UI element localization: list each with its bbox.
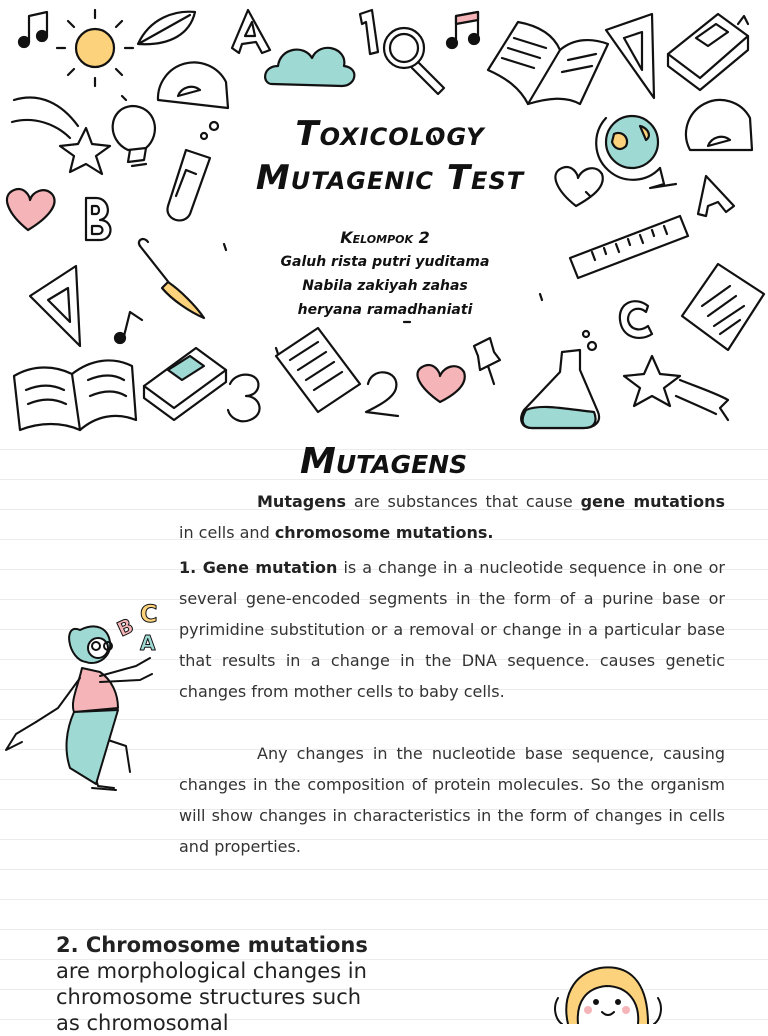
gene-mutation-lead: 1. Gene mutation <box>179 558 338 577</box>
letter-c-mark: C <box>140 600 158 628</box>
group-label: Kelompok 2 <box>340 228 430 247</box>
letter-a-mark: A <box>140 631 156 655</box>
pushpin-icon <box>474 338 500 384</box>
music-note-pink-icon <box>447 12 479 48</box>
paper-icon <box>682 264 764 350</box>
cloud-icon <box>265 48 354 86</box>
chromosome-mutation-section <box>56 932 386 1036</box>
star-icon <box>624 356 728 420</box>
title-line-2: Mutagenic Test <box>255 158 525 198</box>
doodle-background <box>0 0 768 432</box>
chromosome-mutation-text: are morphological changes in chromosome structures such as chromosomal <box>56 959 367 1035</box>
kid-illustration <box>0 590 170 800</box>
intro-text-1: are substances that cause <box>345 492 581 511</box>
title-line-1: Toxicology <box>295 114 485 154</box>
chromosome-mutation-lead: 2. Chromosome mutations <box>56 933 368 957</box>
sun-icon <box>57 10 133 86</box>
flask-icon <box>521 331 599 428</box>
group-info <box>230 226 540 322</box>
member-name: Nabila zakiyah zahas <box>302 278 468 294</box>
intro-bold-2: chromosome mutations. <box>274 523 494 542</box>
ruler-icon <box>570 216 688 278</box>
open-book-bottom-icon <box>14 360 136 430</box>
number-2-icon <box>366 372 398 416</box>
kid-figure <box>6 626 152 790</box>
member-name: heryana ramadhaniati <box>297 302 473 318</box>
globe-icon <box>596 116 676 188</box>
heart-pink-icon <box>417 365 464 402</box>
intro-bold-1: gene mutations <box>580 492 725 511</box>
book-bottom-icon <box>144 348 226 420</box>
gene-mutation-paragraph <box>179 552 725 707</box>
letter-a-right-icon <box>698 176 734 216</box>
open-book-icon <box>488 22 608 104</box>
number-3-icon <box>228 375 260 422</box>
triangle-ruler-icon <box>606 14 654 98</box>
letter-b-icon <box>86 198 111 240</box>
gene-mutation-text: is a change in a nucleotide sequence in one or several gene-encoded segments in the form of a purine base or pyrimidine substitution or a removal or change in a particular base that results in a change in the DNA sequence. causes genetic changes from mother cells to baby cells. <box>179 558 725 701</box>
section-heading: Mutagens <box>300 441 468 482</box>
heart-icon <box>7 189 55 230</box>
letter-a-icon <box>232 10 270 53</box>
leaf-icon <box>138 12 195 45</box>
letter-b-mark: B <box>113 613 138 642</box>
protractor-right-icon <box>686 100 752 150</box>
protractor-icon <box>158 62 228 108</box>
music-note-icon <box>19 12 47 47</box>
cover-title <box>180 112 600 200</box>
letter-c-icon <box>620 301 652 338</box>
intro-paragraph <box>179 486 725 548</box>
intro-lead: Mutagens <box>257 492 346 511</box>
triangle-left-icon <box>30 266 80 346</box>
changes-paragraph: Any changes in the nucleotide base sequence, causing changes in the composition of protein molecules. So the organism will show changes in characteristics in the form of changes in cells and properties. <box>179 744 725 856</box>
music-note-left-icon <box>115 312 142 343</box>
member-name: Galuh rista putri yuditama <box>280 254 490 270</box>
shooting-star-icon <box>12 98 110 174</box>
cover-section <box>0 0 768 432</box>
book-icon <box>668 14 748 90</box>
magnifier-icon <box>360 10 444 94</box>
paint-brush-icon <box>139 239 204 318</box>
light-bulb-icon <box>113 106 155 166</box>
intro-text-2: in cells and <box>179 523 275 542</box>
document-icon <box>276 328 360 412</box>
girl-illustration <box>548 958 668 1024</box>
